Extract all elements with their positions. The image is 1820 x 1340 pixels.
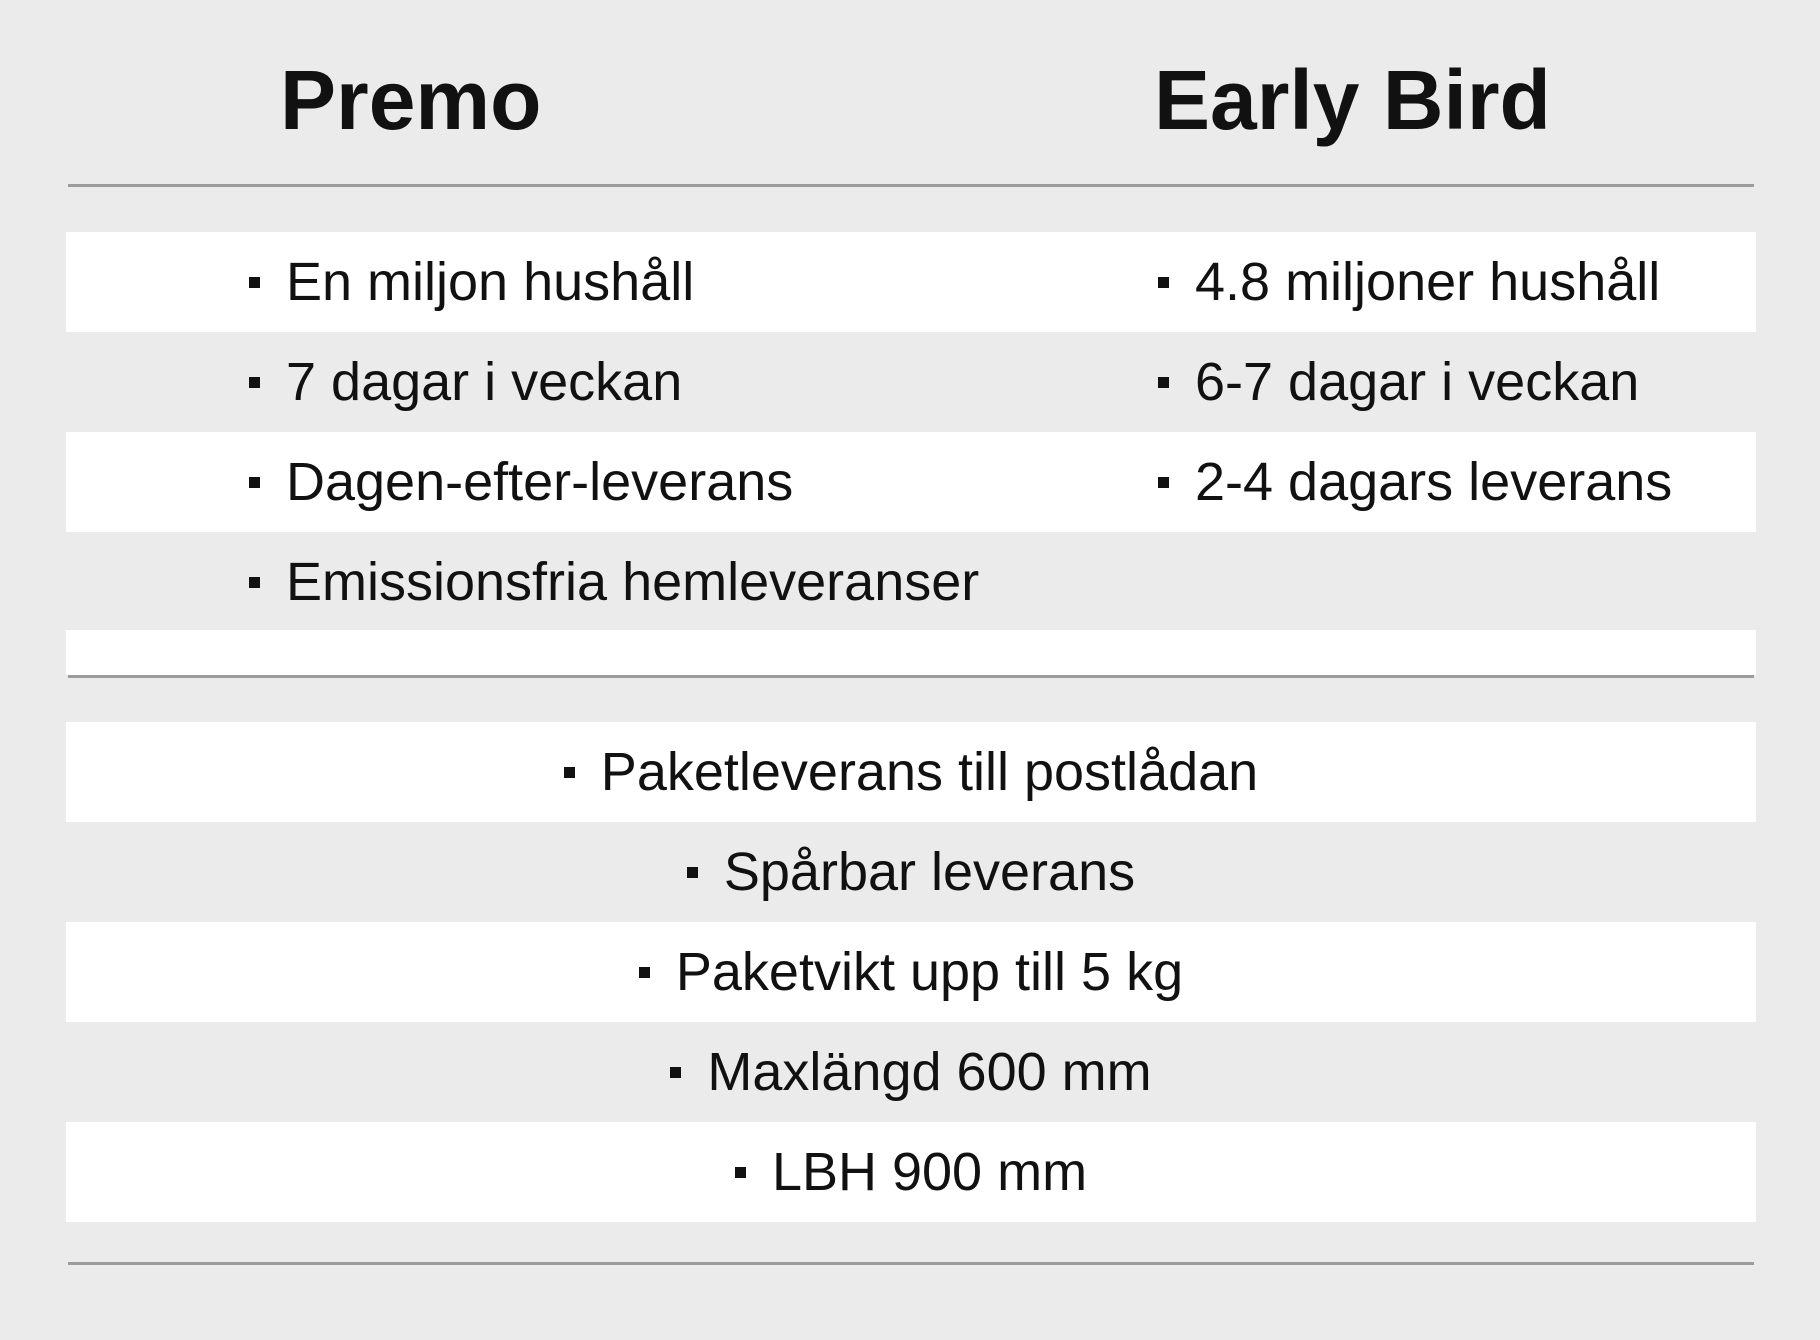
bullet-icon: [249, 377, 260, 388]
early-bird-feature: [1158, 332, 1639, 432]
shared-feature-text: Maxlängd 600 mm: [707, 1042, 1152, 1102]
premo-feature-text: Dagen-efter-leverans: [286, 452, 794, 512]
comparison-section: [66, 232, 1756, 630]
shared-feature: [66, 922, 1756, 1022]
early-bird-feature-text: 2-4 dagars leverans: [1195, 452, 1673, 512]
comparison-row: [66, 332, 1756, 432]
shared-feature: [66, 822, 1756, 922]
premo-feature-text: 7 dagar i veckan: [286, 352, 683, 412]
bullet-icon: [639, 967, 650, 978]
premo-title: Premo: [280, 53, 542, 147]
bullet-icon: [735, 1167, 746, 1178]
bullet-icon: [249, 577, 260, 588]
section-divider: [68, 675, 1754, 678]
bullet-icon: [564, 767, 575, 778]
header-divider: [68, 184, 1754, 187]
early-bird-title: Early Bird: [1154, 53, 1551, 147]
bullet-icon: [1158, 377, 1169, 388]
shared-feature-row: [66, 822, 1756, 922]
bullet-icon: [1158, 277, 1169, 288]
early-bird-feature: [1158, 432, 1672, 532]
bullet-icon: [1158, 477, 1169, 488]
shared-feature-text: Spårbar leverans: [723, 842, 1136, 902]
shared-feature: [66, 1122, 1756, 1222]
footer-divider: [68, 1262, 1754, 1265]
comparison-row: [66, 432, 1756, 532]
comparison-row: [66, 232, 1756, 332]
shared-features-section: [66, 722, 1756, 1222]
early-bird-feature: [1158, 232, 1660, 332]
shared-feature-text: Paketvikt upp till 5 kg: [675, 942, 1184, 1002]
shared-feature: [66, 722, 1756, 822]
shared-feature-row: [66, 1122, 1756, 1222]
premo-feature: [249, 432, 793, 532]
shared-feature-row: [66, 922, 1756, 1022]
shared-feature-row: [66, 722, 1756, 822]
shared-feature-row: [66, 1022, 1756, 1122]
shared-feature-text: LBH 900 mm: [771, 1142, 1088, 1202]
comparison-section-footer: [66, 630, 1756, 675]
early-bird-feature-text: 6-7 dagar i veckan: [1195, 352, 1640, 412]
premo-feature-text: Emissionsfria hemleveranser: [286, 552, 980, 612]
bullet-icon: [687, 867, 698, 878]
shared-feature: [66, 1022, 1756, 1122]
bullet-icon: [249, 277, 260, 288]
header: [0, 0, 1820, 186]
premo-feature: [249, 232, 694, 332]
premo-feature-text: En miljon hushåll: [286, 252, 695, 312]
early-bird-feature-text: 4.8 miljoner hushåll: [1195, 252, 1661, 312]
comparison-row: [66, 532, 1756, 630]
premo-feature: [249, 532, 979, 632]
bullet-icon: [670, 1067, 681, 1078]
shared-feature-text: Paketleverans till postlådan: [600, 742, 1259, 802]
premo-feature: [249, 332, 682, 432]
bullet-icon: [249, 477, 260, 488]
